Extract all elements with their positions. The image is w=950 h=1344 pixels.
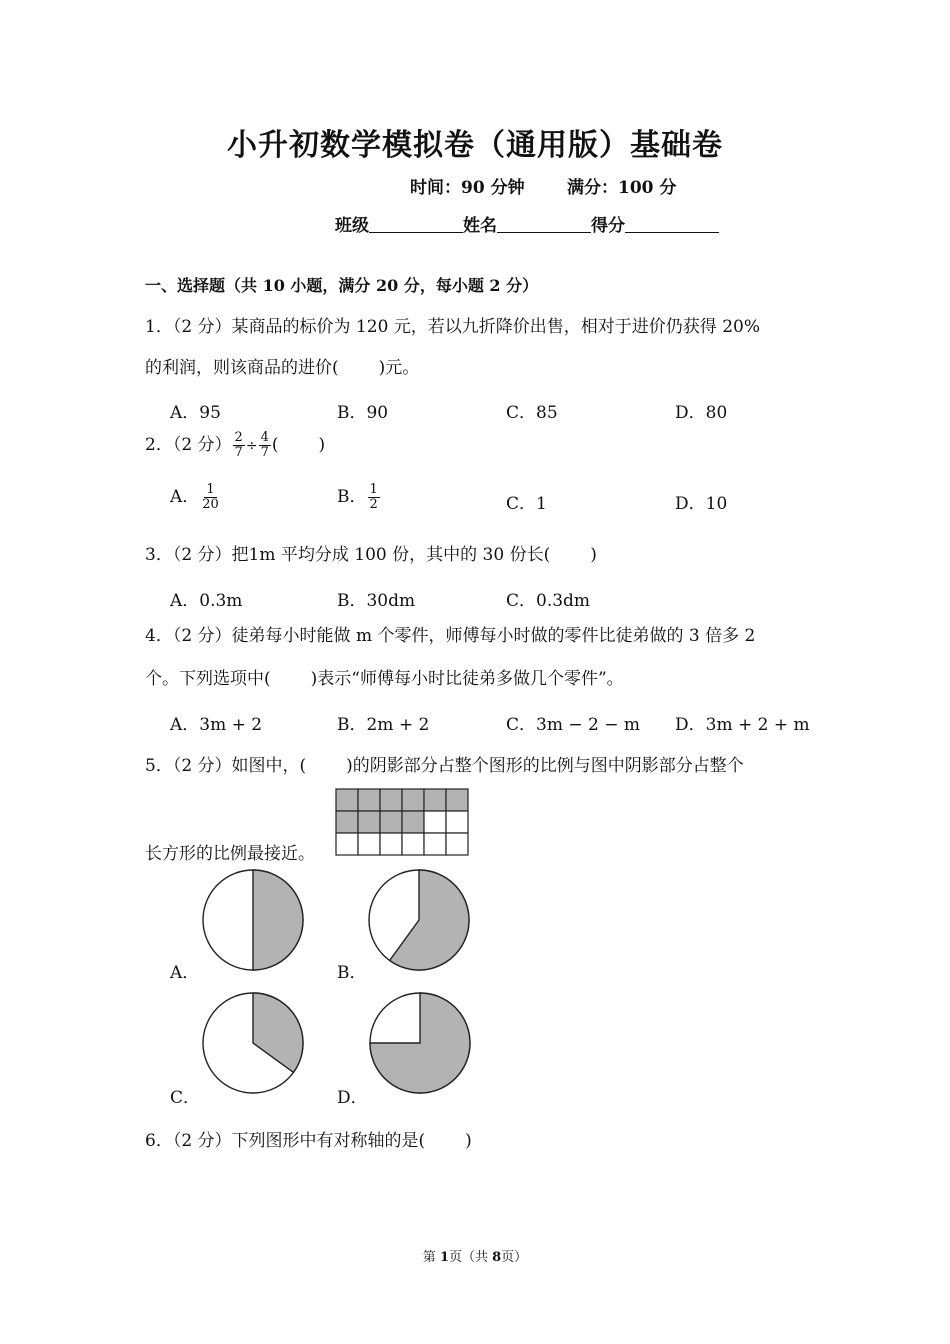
q5-option-c-pie[interactable] bbox=[201, 991, 305, 1095]
section-heading: 一、选择题（共 10 小题，满分 20 分，每小题 2 分） bbox=[145, 276, 539, 295]
q4-line2: 个。下列选项中( )表示“师傅每小时比徒弟多做几个零件”。 bbox=[145, 669, 624, 689]
q5-option-d-pie[interactable] bbox=[368, 991, 472, 1095]
grid-cell bbox=[446, 833, 468, 855]
grid-cell bbox=[424, 833, 446, 855]
grid-cell bbox=[446, 811, 468, 833]
q4-option-b[interactable]: B．2m + 2 bbox=[337, 715, 430, 735]
q5-option-a-pie[interactable] bbox=[201, 868, 305, 972]
pie-shaded-sector bbox=[253, 870, 303, 970]
grid-cell bbox=[424, 811, 446, 833]
q1-line1: 1．（2 分）某商品的标价为 120 元，若以九折降价出售，相对于进价仍获得 20% bbox=[145, 317, 760, 337]
q2-option-b[interactable]: B． $\frac{1}{2}$ bbox=[337, 482, 378, 512]
q5-line2: 长方形的比例最接近。 bbox=[145, 844, 315, 864]
name-blank[interactable] bbox=[497, 214, 591, 233]
q2-option-a[interactable]: A． $\frac{1}{20}$ bbox=[170, 482, 219, 512]
q4-line1: 4．（2 分）徒弟每小时能做 m 个零件，师傅每小时做的零件比徒弟做的 3 倍多 2 bbox=[145, 626, 756, 646]
page-footer: 第 1页（共 8页） bbox=[422, 1250, 528, 1265]
q2-fraction-1: $\frac{2}{7}$ bbox=[234, 430, 243, 460]
name-label: 姓名 bbox=[463, 216, 497, 236]
q4-option-d[interactable]: D．3m + 2 + m bbox=[675, 715, 810, 735]
q5-option-d-label[interactable]: D． bbox=[337, 1088, 368, 1108]
q2-fraction-2: $\frac{4}{7}$ bbox=[260, 430, 269, 460]
total-pages: 8 bbox=[492, 1250, 502, 1265]
q5-grid-figure bbox=[335, 788, 467, 856]
grid-cell bbox=[402, 789, 424, 811]
q3-option-c[interactable]: C．0.3dm bbox=[506, 591, 591, 611]
grid-cell bbox=[336, 811, 358, 833]
grid-cell bbox=[402, 811, 424, 833]
q2-option-d[interactable]: D．10 bbox=[675, 494, 728, 514]
exam-full-score: 满分：100 分 bbox=[567, 178, 677, 198]
page-title: 小升初数学模拟卷（通用版）基础卷 bbox=[227, 128, 723, 163]
grid-cell bbox=[336, 833, 358, 855]
student-info-line bbox=[335, 211, 719, 236]
q5-option-a-label[interactable]: A． bbox=[170, 963, 200, 983]
page-number: 1 bbox=[439, 1250, 449, 1265]
q2-line: 2．（2 分） $\frac{2}{7}$ ÷ $\frac{4}{7}$ ( ) bbox=[145, 430, 326, 460]
grid-cell bbox=[380, 833, 402, 855]
grid-cell bbox=[424, 789, 446, 811]
grid-cell bbox=[358, 789, 380, 811]
q3-option-a[interactable]: A．0.3m bbox=[170, 591, 243, 611]
grid-cell bbox=[358, 833, 380, 855]
q3-line: 3．（2 分）把1m 平均分成 100 份，其中的 30 份长( ) bbox=[145, 545, 597, 565]
q2-option-c[interactable]: C．1 bbox=[506, 494, 547, 514]
grid-cell bbox=[358, 811, 380, 833]
grid-cell bbox=[380, 789, 402, 811]
q1-option-b[interactable]: B．90 bbox=[337, 403, 389, 423]
exam-time: 时间：90 分钟 bbox=[410, 178, 525, 198]
q2-option-a-fraction: $\frac{1}{20}$ bbox=[202, 482, 219, 512]
grid-cell bbox=[446, 789, 468, 811]
class-blank[interactable] bbox=[369, 214, 463, 233]
q4-option-a[interactable]: A．3m + 2 bbox=[170, 715, 263, 735]
score-blank[interactable] bbox=[625, 214, 719, 233]
q6-line: 6．（2 分）下列图形中有对称轴的是( ) bbox=[145, 1131, 472, 1151]
q5-option-c-label[interactable]: C． bbox=[170, 1088, 201, 1108]
class-label: 班级 bbox=[335, 216, 369, 236]
q1-option-c[interactable]: C．85 bbox=[506, 403, 558, 423]
q1-option-d[interactable]: D．80 bbox=[675, 403, 728, 423]
q5-line1: 5．（2 分）如图中，( )的阴影部分占整个图形的比例与图中阴影部分占整个 bbox=[145, 756, 744, 776]
grid-cell bbox=[402, 833, 424, 855]
q5-option-b-label[interactable]: B． bbox=[337, 963, 367, 983]
q1-line2: 的利润，则该商品的进价( )元。 bbox=[145, 358, 420, 378]
q1-option-a[interactable]: A．95 bbox=[170, 403, 221, 423]
q3-option-b[interactable]: B．30dm bbox=[337, 591, 416, 611]
grid-cell bbox=[336, 789, 358, 811]
score-label: 得分 bbox=[591, 216, 625, 236]
grid-cell bbox=[380, 811, 402, 833]
q5-option-b-pie[interactable] bbox=[367, 868, 471, 972]
q2-option-b-fraction: $\frac{1}{2}$ bbox=[369, 482, 378, 512]
q4-option-c[interactable]: C．3m − 2 − m bbox=[506, 715, 640, 735]
